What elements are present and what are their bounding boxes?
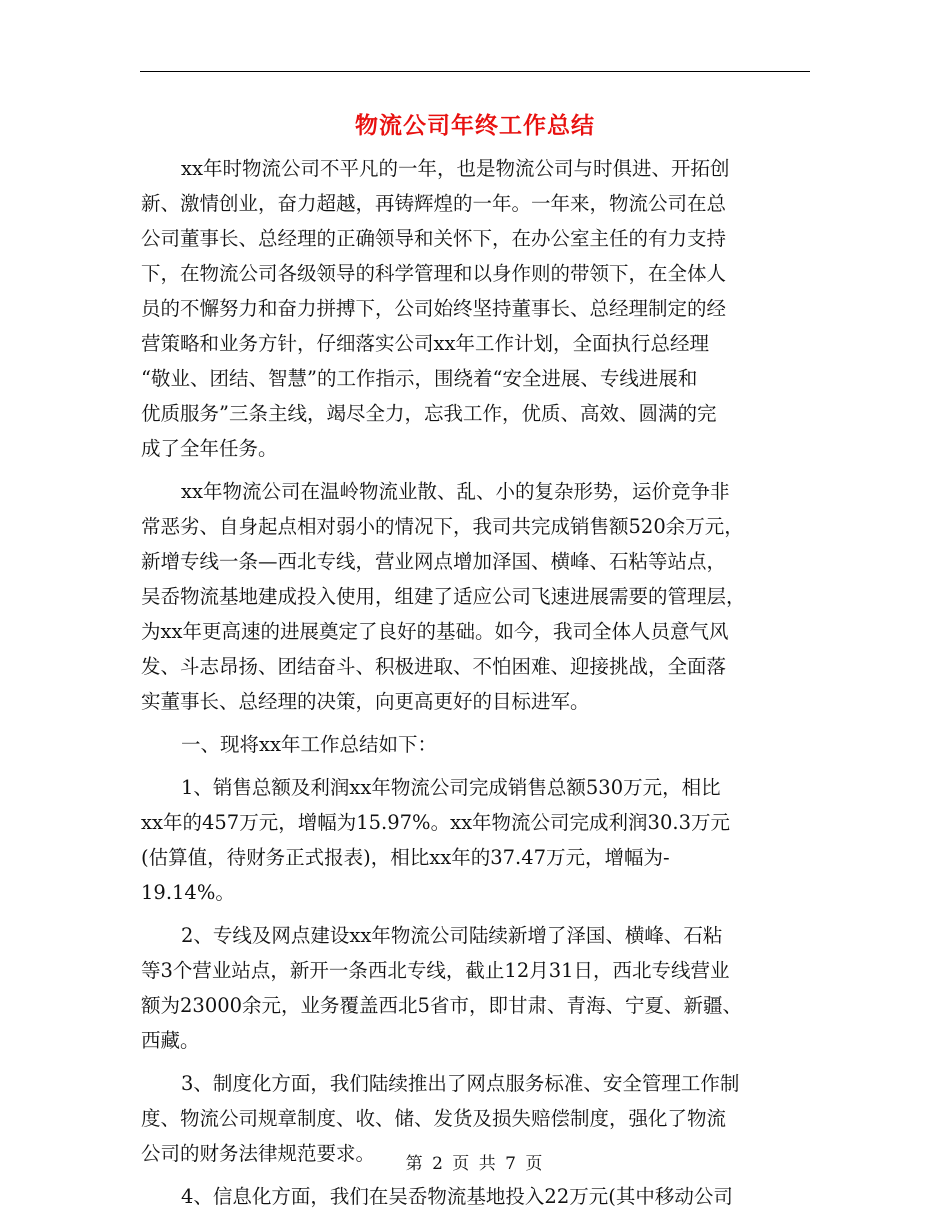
text-line: (估算值，待财务正式报表)，相比xx年的37.47万元，增幅为- (141, 846, 670, 869)
paragraph-gap (141, 762, 807, 770)
text-line: 发、斗志昂扬、团结奋斗、积极进取、不怕困难、迎接挑战，全面落 (141, 655, 727, 678)
text-line: 3、制度化方面，我们陆续推出了网点服务标准、安全管理工作制 (181, 1072, 740, 1095)
page-footer: 第 2 页 共 7 页 (405, 1154, 545, 1174)
text-line: xx年时物流公司不平凡的一年，也是物流公司与时俱进、开拓创 (181, 157, 730, 180)
text-line: 4、信息化方面，我们在吴岙物流基地投入22万元(其中移动公司 (181, 1185, 733, 1208)
text-line: 新增专线一条—西北专线，营业网点增加泽国、横峰、石粘等站点， (141, 550, 727, 573)
paragraph (141, 918, 807, 1058)
paragraph-gap (141, 1058, 807, 1066)
paragraph (141, 151, 807, 466)
paragraph (141, 727, 807, 762)
text-line: 等3个营业站点，新开一条西北专线，截止12月31日，西北专线营业 (141, 959, 730, 982)
text-line: 吴岙物流基地建成投入使用，组建了适应公司飞速进展需要的管理层， (141, 585, 746, 608)
document-title: 物流公司年终工作总结 (355, 112, 595, 139)
text-line: 成了全年任务。 (141, 437, 278, 460)
text-line: 公司董事长、总经理的正确领导和关怀下，在办公室主任的有力支持 (141, 227, 727, 250)
text-line: 下，在物流公司各级领导的科学管理和以身作则的带领下，在全体人 (141, 262, 727, 285)
text-line: 一、现将xx年工作总结如下： (181, 733, 437, 756)
text-line: 度、物流公司规章制度、收、储、发货及损失赔偿制度，强化了物流 (141, 1107, 727, 1130)
text-line: 额为23000余元，业务覆盖西北5省市，即甘肃、青海、宁夏、新疆、 (141, 994, 742, 1017)
paragraph-gap (141, 466, 807, 474)
header-rule (140, 71, 810, 72)
text-line: 实董事长、总经理的决策，向更高更好的目标进军。 (141, 690, 590, 713)
text-line: “敬业、团结、智慧”的工作指示，围绕着“安全进展、专线进展和 (141, 367, 698, 390)
paragraph (141, 770, 807, 910)
paragraph-gap (141, 719, 807, 727)
document-body (141, 151, 807, 1214)
text-line: 2、专线及网点建设xx年物流公司陆续新增了泽国、横峰、石粘 (181, 924, 723, 947)
text-line: xx年的457万元，增幅为15.97%。xx年物流公司完成利润30.3万元 (141, 811, 730, 834)
text-line: 新、激情创业，奋力超越，再铸辉煌的一年。一年来，物流公司在总 (141, 192, 727, 215)
text-line: 19.14%。 (141, 881, 235, 904)
paragraph (141, 474, 807, 719)
text-line: 营策略和业务方针，仔细落实公司xx年工作计划，全面执行总经理 (141, 332, 709, 355)
text-line: xx年物流公司在温岭物流业散、乱、小的复杂形势，运价竞争非 (181, 480, 730, 503)
text-line: 西藏。 (141, 1029, 200, 1052)
text-line: 员的不懈努力和奋力拼搏下，公司始终坚持董事长、总经理制定的经 (141, 297, 727, 320)
text-line: 常恶劣、自身起点相对弱小的情况下，我司共完成销售额520余万元， (141, 515, 744, 538)
text-line: 公司的财务法律规范要求。 (141, 1142, 376, 1165)
text-line: 1、销售总额及利润xx年物流公司完成销售总额530万元，相比 (181, 776, 721, 799)
paragraph-gap (141, 910, 807, 918)
text-line: 为xx年更高速的进展奠定了良好的基础。如今，我司全体人员意气风 (141, 620, 729, 643)
text-line: 优质服务”三条主线，竭尽全力，忘我工作，优质、高效、圆满的完 (141, 402, 717, 425)
paragraph (141, 1179, 807, 1214)
